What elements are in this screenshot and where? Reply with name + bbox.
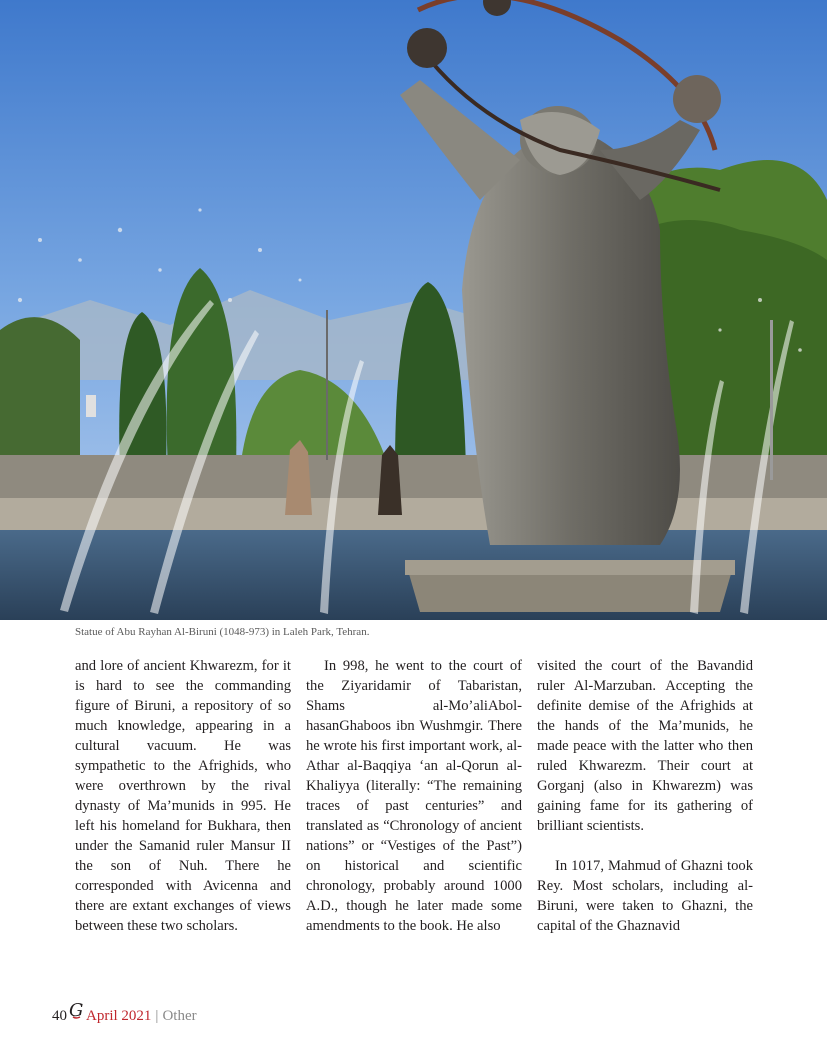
- footer-separator: |: [155, 1008, 159, 1024]
- figure-caption: Statue of Abu Rayhan Al-Biruni (1048-973) in Laleh Park, Tehran.: [75, 626, 370, 638]
- text-column-3: [537, 656, 753, 936]
- paragraph: In 998, he went to the court of the Ziyaridamir of Tabaristan, Shams al-Mo’aliAbol-hasanGhaboos ibn Wushmgir. There he wrote his first important work, al-Athar al-Baqqiya ‘an al-Qorun al-Khaliyya (literally: “The remaining traces of past centuries” and translated as “Chronology of ancient nations” or “Vestiges of the Past”) on historical and scientific chronology, probably around 1000 A.D., though he later made some amendments to the book. He also: [306, 658, 522, 934]
- magazine-logo-icon: [68, 1000, 84, 1020]
- paragraph: In 1017, Mahmud of Ghazni took Rey. Most scholars, including al-Biruni, were taken to Ghazni, the capital of the Ghaznavid: [537, 858, 753, 934]
- page-footer: [52, 1000, 197, 1022]
- text-column-2: [306, 656, 522, 936]
- section-name: Other: [162, 1008, 197, 1024]
- issue-date: April 2021: [86, 1008, 152, 1024]
- svg-text:G: G: [69, 1000, 84, 1020]
- paragraph: and lore of ancient Khwarezm, for it is hard to see the commanding figure of Biruni, a repository of so much knowledge, appearing in a cultural vacuum. He was sympathetic to the Afrighids, who were overthrown by the rival dynasty of Ma’munids in 995. He left his homeland for Bukhara, then under the Samanid ruler Mansur II the son of Nuh. There he corresponded with Avicenna and there are extant exchanges of views between these two scholars.: [75, 658, 291, 934]
- page-number: 40: [52, 1008, 67, 1024]
- text-column-1: [75, 656, 291, 936]
- paragraph: visited the court of the Bavandid ruler Al-Marzuban. Accepting the definite demise of the Afrighids at the hands of the Ma’munids, he made peace with the latter who then ruled Khwarezm. Their court at Gorganj (also in Khwarezm) was gaining fame for its gathering of brilliant scientists.: [537, 658, 753, 834]
